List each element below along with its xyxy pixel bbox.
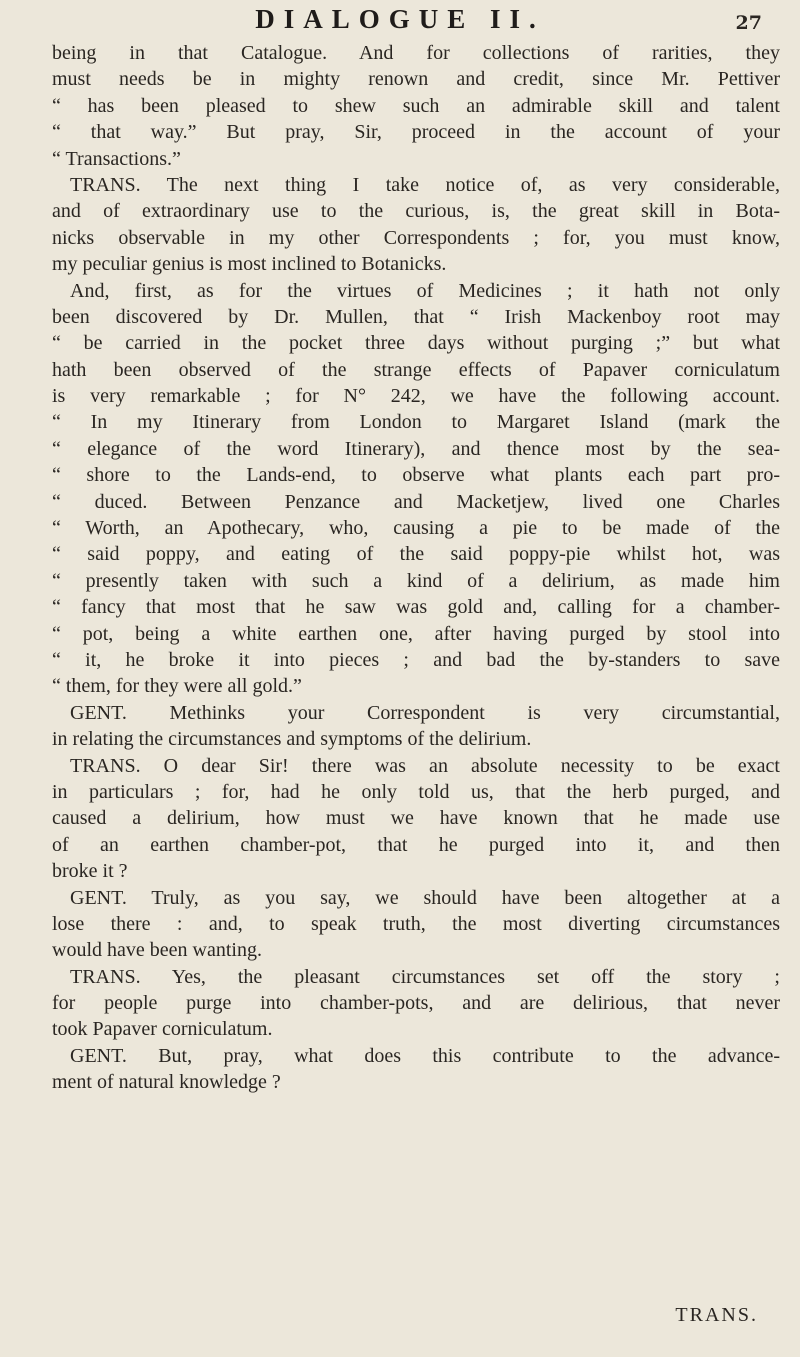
text-line: “ presently taken with such a kind of a delirium, as made him <box>52 569 780 592</box>
page-header <box>0 4 800 34</box>
text-line: of an earthen chamber-pot, that he purged into it, and then <box>52 833 780 856</box>
text-line: And, first, as for the virtues of Medicines ; it hath not only <box>70 279 780 302</box>
text-line: my peculiar genius is most inclined to Botanicks. <box>52 253 447 276</box>
text-line: “ In my Itinerary from London to Margaret Island (mark the <box>52 411 780 434</box>
text-line: GENT. But, pray, what does this contribute to the advance- <box>70 1044 780 1067</box>
text-line: and of extraordinary use to the curious, is, the great skill in Bota- <box>52 200 780 223</box>
text-line: “ fancy that most that he saw was gold and, calling for a chamber- <box>52 596 780 619</box>
text-line: being in that Catalogue. And for collections of rarities, they <box>52 42 780 64</box>
text-line: “ pot, being a white earthen one, after having purged by stool into <box>52 622 780 645</box>
text-line: in particulars ; for, had he only told us, that the herb purged, and <box>52 780 780 803</box>
text-line: GENT. Methinks your Correspondent is very circumstantial, <box>70 701 780 724</box>
text-line: is very remarkable ; for N° 242, we have the following account. <box>52 385 780 408</box>
text-line: TRANS. Yes, the pleasant circumstances set off the story ; <box>70 965 780 988</box>
text-line: TRANS. O dear Sir! there was an absolute necessity to be exact <box>70 754 780 777</box>
text-line: “ said poppy, and eating of the said poppy-pie whilst hot, was <box>52 543 780 566</box>
text-line: took Papaver corniculatum. <box>52 1018 273 1041</box>
text-line: would have been wanting. <box>52 939 262 962</box>
text-line: “ them, for they were all gold.” <box>52 675 302 698</box>
text-line: hath been observed of the strange effects of Papaver corniculatum <box>52 358 780 381</box>
text-line: “ duced. Between Penzance and Macketjew, lived one Charles <box>52 490 780 513</box>
text-line: lose there : and, to speak truth, the most diverting circumstances <box>52 912 780 935</box>
text-line: “ it, he broke it into pieces ; and bad the by-standers to save <box>52 648 780 671</box>
text-line: been discovered by Dr. Mullen, that “ Irish Mackenboy root may <box>52 305 780 328</box>
text-line: ment of natural knowledge ? <box>52 1071 281 1094</box>
text-line: nicks observable in my other Correspondents ; for, you must know, <box>52 226 780 249</box>
text-line: “ shore to the Lands-end, to observe what plants each part pro- <box>52 464 780 487</box>
body-text <box>52 40 780 1096</box>
text-line: “ Transactions.” <box>52 147 181 170</box>
text-line: GENT. Truly, as you say, we should have been altogether at a <box>70 886 780 909</box>
text-line: “ that way.” But pray, Sir, proceed in the account of your <box>52 121 780 144</box>
catchword: TRANS. <box>675 1304 758 1326</box>
text-line: TRANS. The next thing I take notice of, as very considerable, <box>70 173 780 196</box>
page-number: 27 <box>735 12 762 34</box>
text-line: must needs be in mighty renown and credit, since Mr. Pettiver <box>52 68 780 91</box>
text-line: in relating the circumstances and symptoms of the delirium. <box>52 728 532 751</box>
text-line: caused a delirium, how must we have known that he made use <box>52 807 780 830</box>
text-line: “ has been pleased to shew such an admirable skill and talent <box>52 94 780 117</box>
text-line: for people purge into chamber-pots, and are delirious, that never <box>52 992 780 1015</box>
running-title: DIALOGUE II. <box>255 4 545 34</box>
text-line: “ Worth, an Apothecary, who, causing a pie to be made of the <box>52 517 780 540</box>
text-line: “ be carried in the pocket three days without purging ;” but what <box>52 332 780 355</box>
text-line: “ elegance of the word Itinerary), and thence most by the sea- <box>52 437 780 460</box>
text-line: broke it ? <box>52 860 128 883</box>
